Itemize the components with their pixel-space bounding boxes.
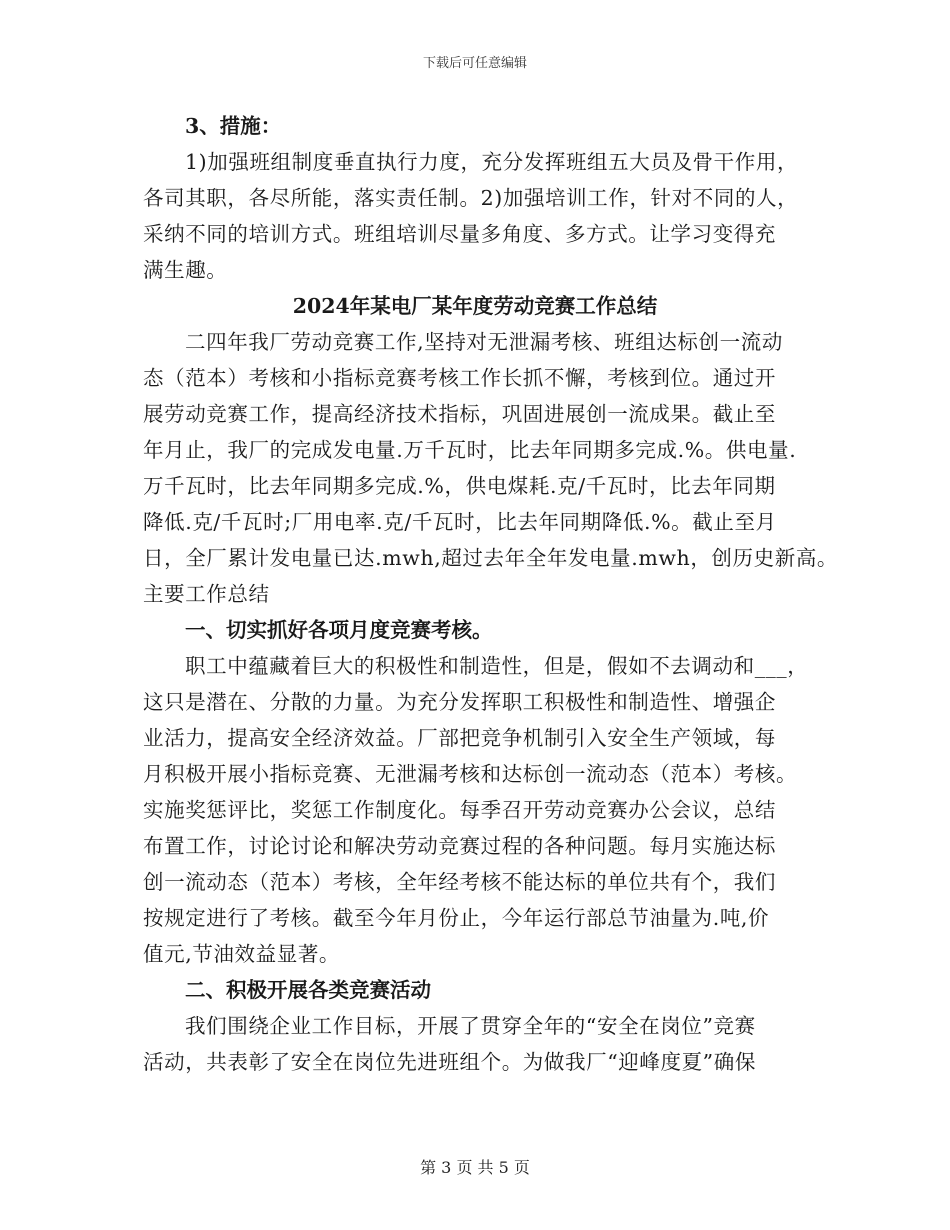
- paragraph-line: 布置工作，讨论讨论和解决劳动竞赛过程的各种问题。每月实施达标: [143, 834, 776, 858]
- page-number: 第 3 页 共 5 页: [420, 1158, 530, 1177]
- paragraph-line: 按规定进行了考核。截至今年月份止，今年运行部总节油量为.吨,价: [143, 906, 770, 930]
- paragraph-line: 年月止，我厂的完成发电量.万千瓦时，比去年同期多完成.%。供电量.: [143, 438, 797, 462]
- paragraph-line: 满生趣。: [143, 258, 228, 282]
- paragraph-intro: [143, 324, 839, 612]
- paragraph-line: 采纳不同的培训方式。班组培训尽量多角度、多方式。让学习变得充: [143, 222, 776, 246]
- section-heading-measures: 3、措施：: [185, 114, 282, 138]
- paragraph-line: 万千瓦时，比去年同期多完成.%，供电煤耗.克/千瓦时，比去年同期: [143, 474, 776, 498]
- paragraph-line: 实施奖惩评比，奖惩工作制度化。每季召开劳动竞赛办公会议，总结: [143, 798, 776, 822]
- paragraph-line: 业活力，提高安全经济效益。厂部把竞争机制引入安全生产领域，每: [143, 726, 776, 750]
- paragraph-line: 降低.克/千瓦时;厂用电率.克/千瓦时，比去年同期降低.%。截止至月: [143, 510, 777, 534]
- section-heading-part2: 二、积极开展各类竞赛活动: [185, 978, 431, 1002]
- paragraph-line: 二四年我厂劳动竞赛工作,坚持对无泄漏考核、班组达标创一流动: [185, 330, 783, 354]
- section-heading-part1: 一、切实抓好各项月度竞赛考核。: [185, 618, 493, 642]
- paragraph-part1: [143, 648, 807, 972]
- paragraph-line: 月积极开展小指标竞赛、无泄漏考核和达标创一流动态（范本）考核。: [143, 762, 798, 786]
- paragraph-line: 我们围绕企业工作目标，开展了贯穿全年的“安全在岗位”竞赛: [185, 1014, 756, 1038]
- paragraph-line: 创一流动态（范本）考核，全年经考核不能达标的单位共有个，我们: [143, 870, 776, 894]
- paragraph-line: 主要工作总结: [143, 582, 270, 606]
- paragraph-line: 职工中蕴藏着巨大的积极性和制造性，但是，假如不去调动和___，: [185, 654, 809, 678]
- paragraph-line: 活动，共表彰了安全在岗位先进班组个。为做我厂“迎峰度夏”确保: [143, 1050, 756, 1074]
- page-header: 下载后可任意编辑: [422, 56, 527, 71]
- paragraph-measures: [143, 144, 807, 288]
- paragraph-line: 态（范本）考核和小指标竞赛考核工作长抓不懈，考核到位。通过开: [143, 366, 776, 390]
- paragraph-line: 展劳动竞赛工作，提高经济技术指标，巩固进展创一流成果。截止至: [143, 402, 776, 426]
- paragraph-line: 1)加强班组制度垂直执行力度，充分发挥班组五大员及骨干作用，: [185, 150, 799, 174]
- paragraph-line: 值元,节油效益显著。: [143, 942, 341, 966]
- paragraph-line: 各司其职，各尽所能，落实责任制。2)加强培训工作，针对不同的人，: [143, 186, 799, 210]
- paragraph-line: 这只是潜在、分散的力量。为充分发挥职工积极性和制造性、增强企: [143, 690, 776, 714]
- document-title: 2024年某电厂某年度劳动竞赛工作总结: [292, 294, 658, 318]
- paragraph-line: 日，全厂累计发电量已达.mwh,超过去年全年发电量.mwh，创历史新高。: [143, 546, 839, 570]
- paragraph-part2: [143, 1008, 807, 1080]
- document-body: [143, 108, 839, 1080]
